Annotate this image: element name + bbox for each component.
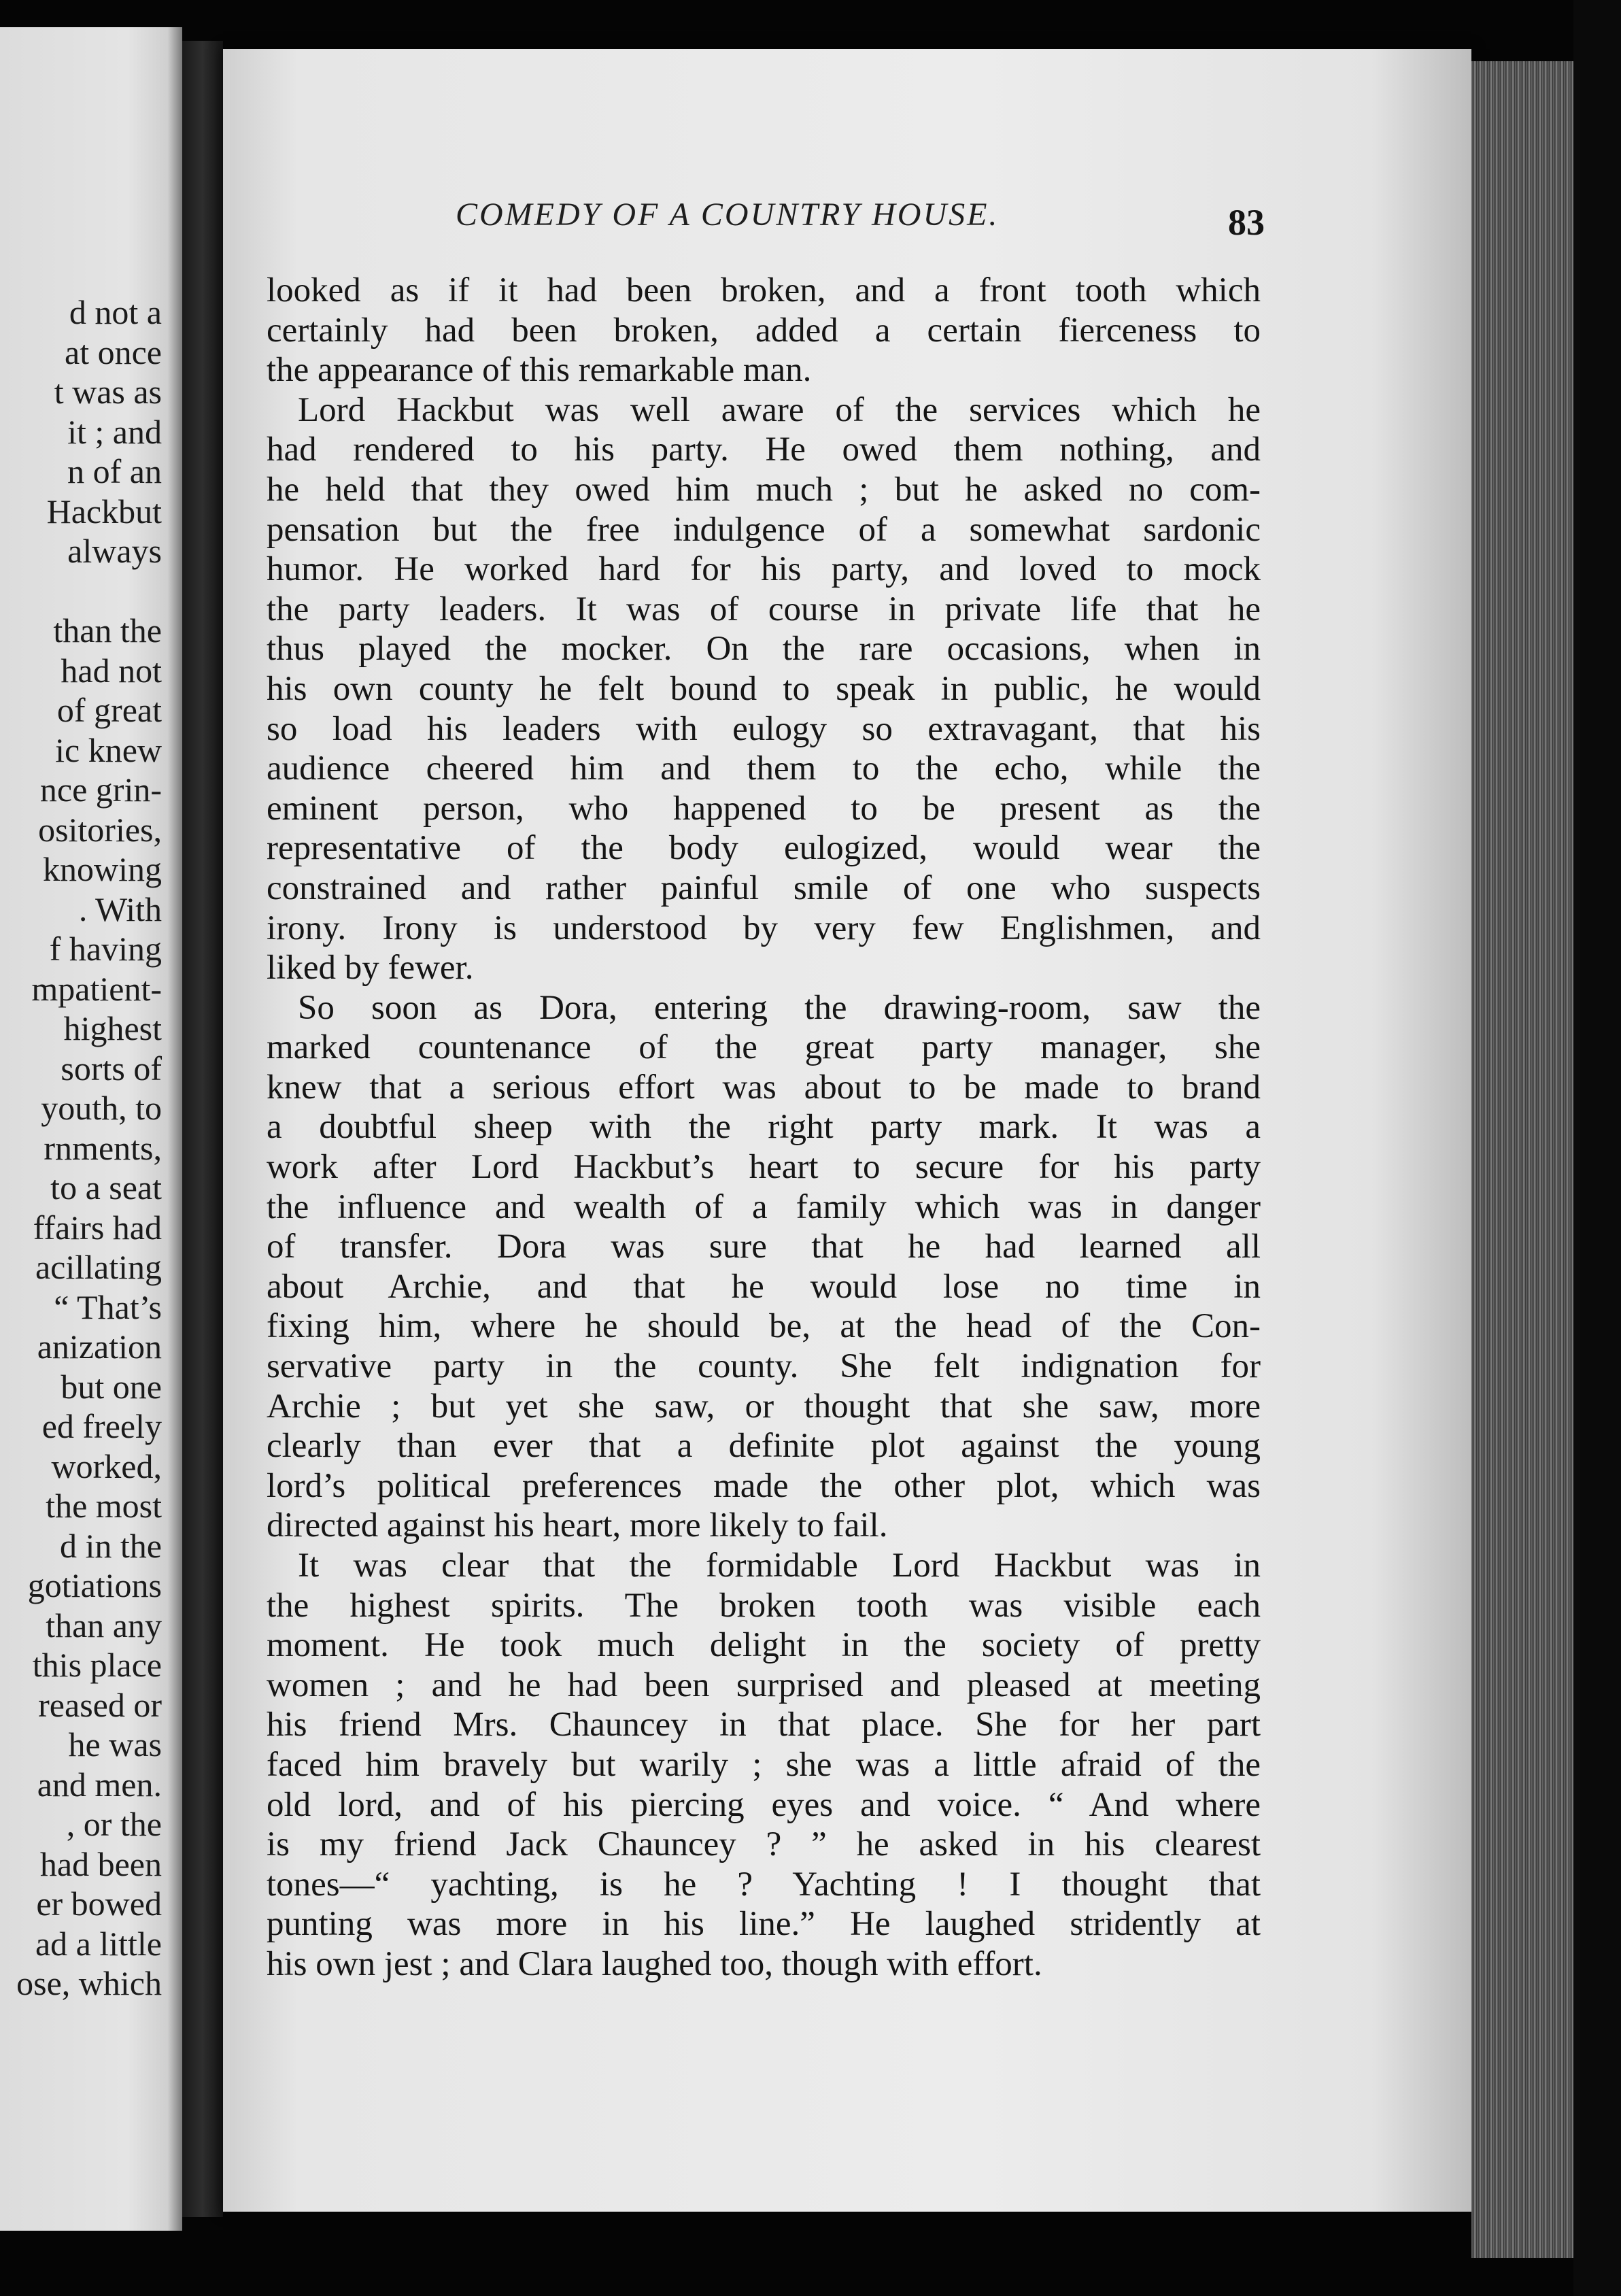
left-page-line: always <box>67 532 162 570</box>
body-line: Lord Hackbut was well aware of the services which he <box>298 390 1261 429</box>
left-page-line: and men. <box>37 1765 162 1804</box>
left-page-line: . With <box>78 890 162 928</box>
body-line: fixing him, where he should be, at the head of the Con- <box>267 1307 1261 1346</box>
body-line: servative party in the county. She felt indignation for <box>267 1347 1261 1386</box>
body-line: representative of the body eulogized, would wear the <box>267 829 1261 868</box>
left-page-line: youth, to <box>41 1089 162 1127</box>
page-number: 83 <box>1228 202 1265 243</box>
left-page-line: ffairs had <box>33 1208 162 1247</box>
left-page-line: mpatient- <box>31 969 162 1008</box>
left-page-line: but one <box>61 1367 162 1406</box>
left-page-line: had not <box>61 651 162 690</box>
body-line: his own county he felt bound to speak in public, he would <box>267 669 1261 708</box>
left-page-line: ositories, <box>38 810 162 849</box>
left-page-line: , or the <box>66 1805 162 1843</box>
body-line: constrained and rather painful smile of one who suspects <box>267 868 1261 907</box>
left-page-line: ed freely <box>41 1407 162 1445</box>
body-line: faced him bravely but warily ; she was a little afraid of the <box>267 1745 1261 1784</box>
left-page-line: rnments, <box>44 1128 162 1167</box>
book-gutter <box>182 41 223 2217</box>
body-line: old lord, and of his piercing eyes and voice. “ And where <box>267 1785 1261 1824</box>
left-page-line: sorts of <box>61 1049 162 1087</box>
body-line: had rendered to his party. He owed them nothing, and <box>267 430 1261 469</box>
body-line: So soon as Dora, entering the drawing-room, saw the <box>298 988 1261 1027</box>
body-line: directed against his heart, more likely to fail. <box>267 1506 888 1545</box>
left-page-line: anization <box>37 1328 162 1366</box>
body-line: thus played the mocker. On the rare occasions, when in <box>267 630 1261 669</box>
left-page-text-fragments <box>0 292 162 2004</box>
left-page-line: Hackbut <box>46 492 162 530</box>
body-line: of transfer. Dora was sure that he had learned all <box>267 1228 1261 1266</box>
body-line: audience cheered him and them to the echo, while the <box>267 749 1261 788</box>
left-page-line: had been <box>39 1844 162 1883</box>
left-page-line: gotiations <box>27 1566 162 1604</box>
left-page-line: knowing <box>43 850 162 888</box>
left-page-line: d not a <box>69 293 162 331</box>
body-line: eminent person, who happened to be present as the <box>267 789 1261 828</box>
left-page-line: er bowed <box>36 1885 162 1923</box>
left-page-line: he was <box>68 1725 162 1763</box>
body-line: the highest spirits. The broken tooth was visible each <box>267 1586 1261 1625</box>
left-page-line: “ That’s <box>54 1287 162 1326</box>
left-page-line: ose, which <box>16 1964 162 2002</box>
left-page-line: this place <box>32 1646 162 1684</box>
left-page-line: of great <box>56 691 162 729</box>
body-line: his friend Mrs. Chauncey in that place. She for her part <box>267 1706 1261 1744</box>
body-line: a doubtful sheep with the right party mark. It was a <box>267 1108 1261 1147</box>
left-page-line: highest <box>63 1009 162 1047</box>
body-line: his own jest ; and Clara laughed too, though with effort. <box>267 1944 1042 1983</box>
body-line: moment. He took much delight in the society of pretty <box>267 1626 1261 1665</box>
body-line: punting was more in his line.” He laughed stridently at <box>267 1905 1261 1944</box>
left-page-line <box>0 571 162 611</box>
left-page-line: t was as <box>54 373 162 411</box>
left-page-line: at once <box>65 333 162 371</box>
body-line: marked countenance of the great party manager, she <box>267 1028 1261 1067</box>
page-edges <box>1471 61 1573 2258</box>
body-line: Archie ; but yet she saw, or thought that she saw, more <box>267 1387 1261 1425</box>
left-page-line: n of an <box>67 452 162 490</box>
left-page-line: than any <box>46 1606 162 1644</box>
left-page <box>0 27 182 2231</box>
body-line: liked by fewer. <box>267 949 474 987</box>
left-page-line: f having <box>49 930 162 968</box>
body-line: about Archie, and that he would lose no time in <box>267 1267 1261 1306</box>
body-line: the influence and wealth of a family which was in danger <box>267 1187 1261 1226</box>
left-page-line: reased or <box>38 1685 162 1724</box>
body-line: the party leaders. It was of course in private life that he <box>267 590 1261 628</box>
body-line: tones—“ yachting, is he ? Yachting ! I thought that <box>267 1865 1261 1904</box>
left-page-line: than the <box>53 611 162 649</box>
body-line: clearly than ever that a definite plot against the young <box>267 1427 1261 1466</box>
left-page-line: worked, <box>51 1447 162 1485</box>
body-line: women ; and he had been surprised and pleased at meeting <box>267 1666 1261 1704</box>
body-line: he held that they owed him much ; but he asked no com- <box>267 470 1261 509</box>
left-page-line: nce grin- <box>39 771 162 809</box>
body-line: the appearance of this remarkable man. <box>267 351 812 390</box>
body-line: is my friend Jack Chauncey ? ” he asked in his clearest <box>267 1825 1261 1864</box>
body-line: humor. He worked hard for his party, and loved to mock <box>267 550 1261 589</box>
left-page-line: the most <box>46 1487 162 1525</box>
left-page-line: to a seat <box>50 1168 162 1206</box>
running-head: COMEDY OF A COUNTRY HOUSE. <box>456 197 1000 233</box>
scan-border <box>1573 0 1621 2296</box>
left-page-line: it ; and <box>67 412 162 451</box>
body-line: work after Lord Hackbut’s heart to secure for his party <box>267 1148 1261 1187</box>
body-line: so load his leaders with eulogy so extravagant, that his <box>267 709 1261 748</box>
left-page-line: acillating <box>35 1248 162 1286</box>
body-text <box>267 271 1261 1985</box>
body-line: knew that a serious effort was about to be made to brand <box>267 1068 1261 1107</box>
body-line: looked as if it had been broken, and a front tooth which <box>267 271 1261 309</box>
body-line: lord’s political preferences made the other plot, which was <box>267 1466 1261 1505</box>
left-page-line: ic knew <box>55 730 162 769</box>
body-line: certainly had been broken, added a certain fierceness to <box>267 311 1261 350</box>
body-line: It was clear that the formidable Lord Hackbut was in <box>298 1547 1261 1585</box>
left-page-line: d in the <box>60 1526 162 1565</box>
left-page-line: ad a little <box>35 1924 162 1963</box>
body-line: pensation but the free indulgence of a somewhat sardonic <box>267 510 1261 549</box>
body-line: irony. Irony is understood by very few Englishmen, and <box>267 909 1261 947</box>
